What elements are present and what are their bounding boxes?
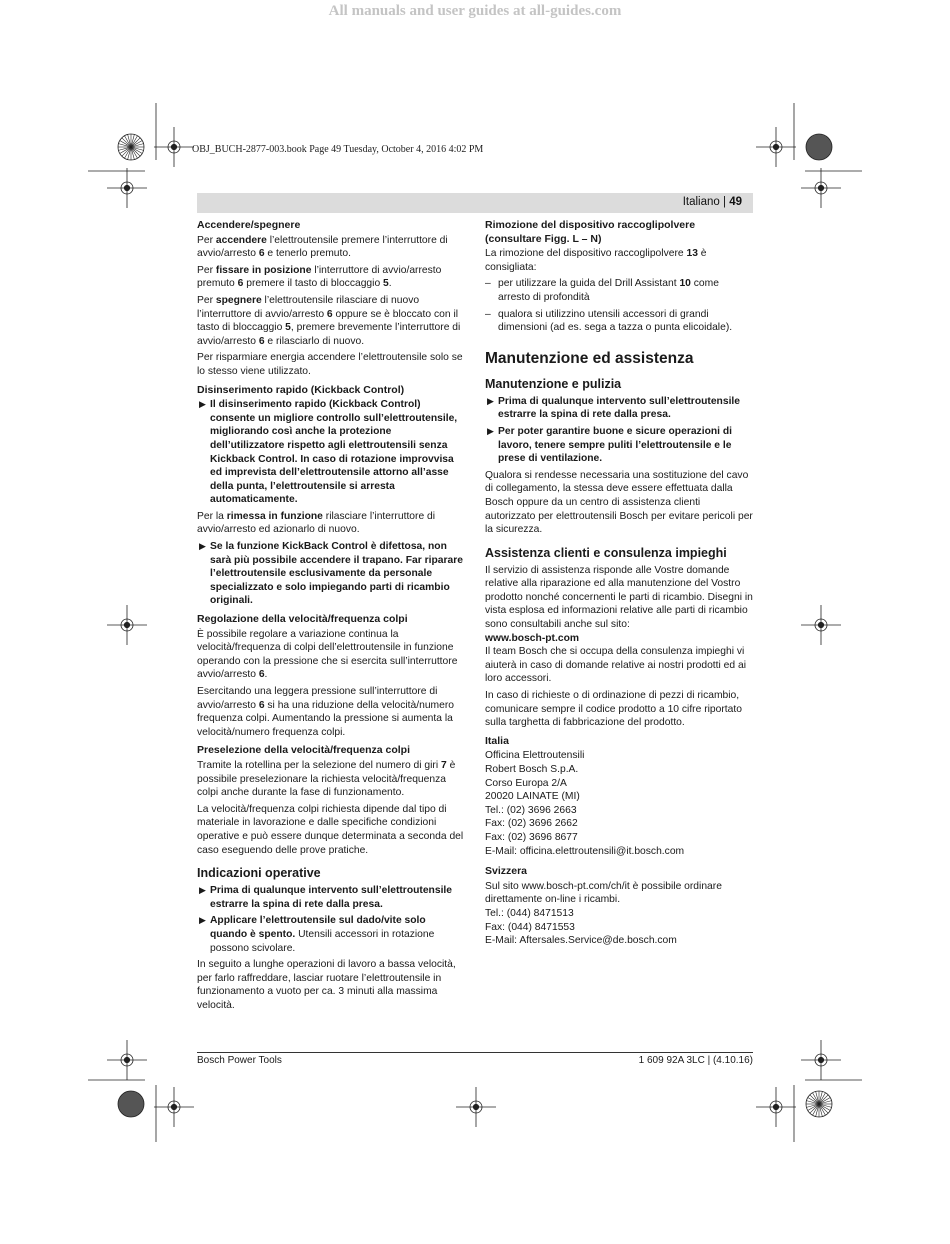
heading-cleaning: Manutenzione e pulizia	[485, 376, 622, 391]
paragraph: In seguito a lunghe operazioni di lavoro a bassa velocità, per farlo raffreddare, lasciar ruotare l’elettroutensile in funzionamento a vuoto per ca. 3 minuti alla massima velocità.	[197, 959, 456, 1011]
paragraph: Per spegnere l’elettroutensile rilasciare di nuovo l’interruttore di avvio/arresto 6 oppure se è bloccato con il tasto di bloccaggio 5, premere brevemente l’interruttore di avvio/arresto 6 e rilasciarlo di nuovo.	[197, 294, 461, 347]
paragraph: Qualora si rendesse necessaria una sostituzione del cavo di collegamento, la stessa deve essere effettuata dalla Bosch oppure da un centro di assistenza clienti autorizzato per elettroutensili Bosch per evitare pericoli per la sicurezza.	[485, 469, 753, 536]
heading-preselection: Preselezione della velocità/frequenza colpi	[197, 744, 410, 757]
header-separator: |	[723, 196, 726, 208]
footer-code: 1 609 92A 3LC | (4.10.16)	[638, 1055, 753, 1066]
paragraph: Il team Bosch che si occupa della consulenza impieghi vi aiuterà in caso di domande relative ai nostri prodotti ed ai loro accessori.	[485, 646, 747, 685]
footer-brand: Bosch Power Tools	[197, 1055, 282, 1066]
heading-maintenance-service: Manutenzione ed assistenza	[485, 349, 694, 367]
warning-bullet: ▶ Se la funzione KickBack Control è difettosa, non sarà più possibile accendere il trapano. Far riparare l’elettroutensile esclusivamente da personale specializzato e solo impiegando parti di ricambio originali.	[199, 541, 463, 607]
paragraph: In caso di richieste o di ordinazione di pezzi di ricambio, comunicare sempre il codice prodotto a 10 cifre riportato sulla targhetta di fabbricazione del prodotto.	[485, 690, 742, 729]
warning-bullet: ▶ Per poter garantire buone e sicure operazioni di lavoro, tenere sempre puliti l’elettroutensile e le prese di ventilazione.	[487, 425, 733, 465]
right-column	[485, 219, 753, 948]
registration-disc	[118, 1091, 144, 1117]
address-italia: Officina Elettroutensili Robert Bosch S.p.A. Corso Europa 2/A 20020 LAINATE (MI) Tel.: (02) 3696 2663 Fax: (02) 3696 2662 Fax: (02) 3696 8677 E-Mail: officina.elettroutensili@it.bosch.com	[485, 750, 685, 857]
heading-svizzera: Svizzera	[485, 865, 528, 878]
paragraph: È possibile regolare a variazione continua la velocità/frequenza di colpi dell’elettroutensile in funzione operando con la pressione che si esercita sull’interruttore avvio/arresto 6.	[197, 628, 458, 681]
paragraph: Per risparmiare energia accendere l’elettroutensile solo se lo stesso viene utilizzato.	[197, 352, 463, 377]
heading-speed: Regolazione della velocità/frequenza colpi	[197, 613, 408, 626]
list-item: – per utilizzare la guida del Drill Assistant 10 come arresto di profondità	[485, 278, 719, 303]
page-number: 49	[729, 196, 742, 208]
warning-bullet: ▶ Prima di qualunque intervento sull’elettroutensile estrarre la spina di rete dalla presa.	[199, 885, 453, 910]
paragraph: Per accendere l’elettroutensile premere l’interruttore di avvio/arresto 6 e tenerlo premuto.	[197, 234, 448, 260]
footer-rule	[197, 1052, 753, 1053]
paragraph: La rimozione del dispositivo raccoglipolvere 13 è consigliata:	[485, 248, 707, 273]
bullet-arrow-icon: ▶	[487, 395, 494, 406]
heading-kickback: Disinserimento rapido (Kickback Control)	[197, 383, 405, 396]
address-svizzera: Sul sito www.bosch-pt.com/ch/it è possibile ordinare direttamente on-line i ricambi. Tel.: (044) 8471513 Fax: (044) 8471553 E-Mail: Aftersales.Service@de.bosch.com	[485, 880, 722, 947]
bullet-arrow-icon: ▶	[199, 399, 206, 410]
header-text	[683, 196, 742, 208]
paragraph: Per la rimessa in funzione rilasciare l’interruttore di avvio/arresto ed azionarlo di nuovo.	[197, 510, 436, 536]
paragraph: Esercitando una leggera pressione sull’interruttore di avvio/arresto 6 si ha una riduzione della velocità/numero frequenza colpi. Aumentando la pressione si aumenta la velocità/numero frequenza colpi.	[197, 686, 455, 738]
heading-dust-removal: Rimozione del dispositivo raccoglipolvere (consultare Figg. L – N)	[485, 219, 696, 245]
paragraph: Tramite la rotellina per la selezione del numero di giri 7 è possibile preselezionare la richiesta velocità/frequenza colpi anche durante la fase di funzionamento.	[197, 759, 456, 799]
bullet-arrow-icon: ▶	[199, 915, 206, 926]
heading-italia: Italia	[485, 734, 509, 747]
bullet-arrow-icon: ▶	[199, 541, 206, 552]
warning-bullet: ▶ Applicare l’elettroutensile sul dado/vite solo quando è spento. Utensili accessori in rotazione possono scivolare.	[199, 915, 435, 954]
heading-customer-service: Assistenza clienti e consulenza impieghi	[485, 545, 727, 560]
watermark: All manuals and user guides at all-guides.com	[328, 3, 622, 19]
book-info: OBJ_BUCH-2877-003.book Page 49 Tuesday, October 4, 2016 4:02 PM	[192, 144, 484, 155]
heading-operating: Indicazioni operative	[197, 866, 321, 881]
bullet-arrow-icon: ▶	[199, 885, 206, 896]
service-url: www.bosch-pt.com	[485, 632, 580, 644]
list-item: – qualora si utilizzino utensili accessori di grandi dimensioni (ad es. sega a tazza o punta elicoidale).	[485, 308, 733, 334]
bullet-arrow-icon: ▶	[487, 425, 494, 436]
heading-on-off: Accendere/spegnere	[197, 219, 301, 231]
paragraph: La velocità/frequenza colpi richiesta dipende dal tipo di materiale in lavorazione e dalle specifiche condizioni operative e può essere dunque determinata a seconda del caso eseguendo delle prove pratiche.	[197, 803, 464, 856]
header-language: Italiano	[682, 196, 720, 208]
page-header	[197, 193, 753, 213]
registration-disc	[806, 134, 832, 160]
left-column	[197, 219, 465, 1015]
warning-bullet: ▶ Il disinserimento rapido (Kickback Control) consente un migliore controllo sull’elettroutensile, migliorando così anche la protezione dell’utilizzatore rispetto agli elettroutensili senza Kickback Control. In caso di rotazione improvvisa ed imprevista dell’elettroutensile attorno all’asse della punta, l’elettroutensile si arresta automaticamente.	[199, 399, 458, 506]
warning-bullet: ▶ Prima di qualunque intervento sull’elettroutensile estrarre la spina di rete dalla presa.	[487, 395, 741, 421]
paragraph: Il servizio di assistenza risponde alle Vostre domande relative alla riparazione ed alla manutenzione del Vostro prodotto nonché concernenti le parti di ricambio. Disegni in vista esplosa ed informazioni relative alle parti di ricambio sono consultabili anche sul sito:	[485, 564, 753, 631]
paragraph: Per fissare in posizione l’interruttore di avvio/arresto premuto 6 premere il tasto di bloccaggio 5.	[197, 264, 442, 290]
